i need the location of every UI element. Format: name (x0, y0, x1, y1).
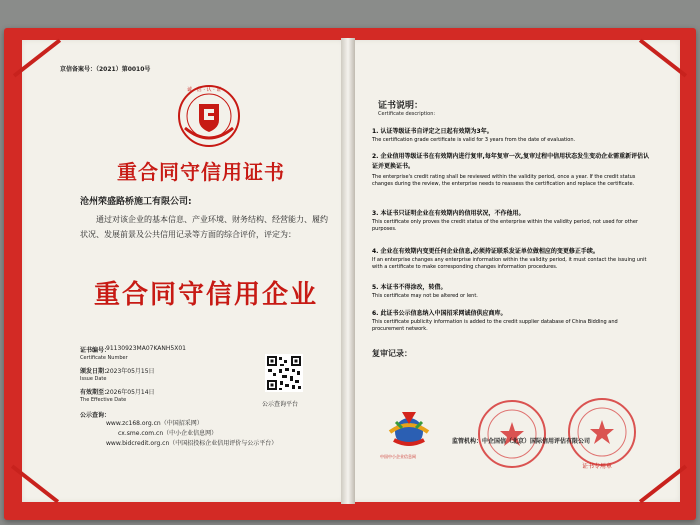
item-en: If an enterprise changes any enterprise information within the validity period, it must contact the issuing unit with a certificate to make corresponding changes information procedures. (372, 257, 647, 270)
globe-logo-icon (384, 404, 434, 454)
company-name: 沧州荣盛路桥施工有限公司: (80, 197, 192, 207)
qr-code (265, 354, 303, 392)
query-site-1: www.zc168.org.cn（中国招采网） (106, 420, 203, 427)
valid-date: 2026年05月14日 (106, 389, 155, 396)
item-en: The enterprise's credit rating shall be reviewed within the validity period, once a year. If the credit status changes during the review, the enterprise needs to reassess the certification and replace the certificate. (372, 174, 636, 187)
star-seal-icon (480, 402, 544, 466)
description-item (372, 126, 650, 144)
query-site-2: cx.sme.com.cn（中小企业信息网） (118, 430, 218, 437)
evaluation-text: 通过对该企业的基本信息、产业环境、财务结构、经营能力、履约状况、发展前景及公共信用记录等方面的综合评价，评定为： (80, 215, 328, 239)
item-en: The certification grade certificate is valid for 3 years from the date of evaluation. (372, 137, 576, 143)
logo-caption: 中国中小企业信息网 (380, 454, 416, 459)
description-item (372, 308, 650, 333)
query-label: 公示查询： (80, 412, 111, 419)
issue-date-en: Issue Date (80, 376, 107, 382)
cert-number-en: Certificate Number (80, 355, 128, 361)
credit-grade: 重合同守信用企业 (94, 280, 319, 310)
qr-caption: 公示查询平台 (262, 401, 299, 408)
item-zh: 4. 企业在有效期内变更任何企业信息,必须持证联系发证单位做相应的变更修正手续。 (372, 248, 599, 255)
emblem-text: 诚 · 信 · 认 · 证 (187, 87, 222, 93)
item-en: This certificate may not be altered or lent. (372, 293, 478, 299)
cert-number-label: 证书编号： (80, 347, 111, 354)
qr-code-icon (265, 354, 303, 392)
cert-number: 91130923MA07KANH5X01 (106, 345, 186, 352)
description-heading: 证书说明： (378, 101, 424, 111)
sme-logo (380, 404, 434, 464)
star-seal-icon (570, 400, 634, 464)
description-item (372, 152, 650, 188)
item-zh: 1. 认证等级证书自评定之日起有效期为3年。 (372, 128, 493, 135)
company-seal (478, 400, 546, 468)
item-zh: 2. 企业信用等级证书在有效期内进行复审,每年复审一次,复审过程中信用状态发生变动企业需重新评估认证并更换证书。 (372, 153, 650, 170)
issue-date-label: 颁发日期： (80, 368, 111, 375)
issuer-name: 监管机构：中企国信（北京）国际信用评估有限公司 (452, 438, 591, 445)
folder-spine (341, 38, 355, 504)
item-en: This certificate publicity information is added to the credit supplier database of China Bidding and procurement network. (372, 319, 618, 332)
item-zh: 6. 此证书公示信息纳入中国招采网诚信供应商库。 (372, 310, 507, 317)
valid-date-en: The Effective Date (80, 397, 127, 403)
certificate-title: 重合同守信用证书 (117, 160, 285, 184)
record-number: 京信备案号：（2021）第0010号 (60, 66, 151, 73)
item-zh: 5. 本证书不得涂改，转借。 (372, 284, 447, 291)
certificate-seal (568, 398, 636, 466)
seal-caption: 证书专用章 (582, 463, 613, 470)
description-item (372, 208, 650, 233)
query-site-3: www.bidcredit.org.cn（中国招投标企业信用评价与公示平台） (106, 440, 278, 447)
description-item (372, 282, 650, 300)
description-heading-en: Certificate description: (378, 111, 436, 117)
item-zh: 3. 本证书只证明企业在有效期内的信用状况，不作他用。 (372, 210, 525, 217)
valid-date-label: 有效期至： (80, 389, 111, 396)
review-record-label: 复审记录： (372, 349, 412, 358)
description-item (372, 246, 650, 271)
item-en: This certificate only proves the credit status of the enterprise within the validity period, not used for other purposes. (372, 219, 638, 232)
issue-date: 2023年05月15日 (106, 368, 155, 375)
